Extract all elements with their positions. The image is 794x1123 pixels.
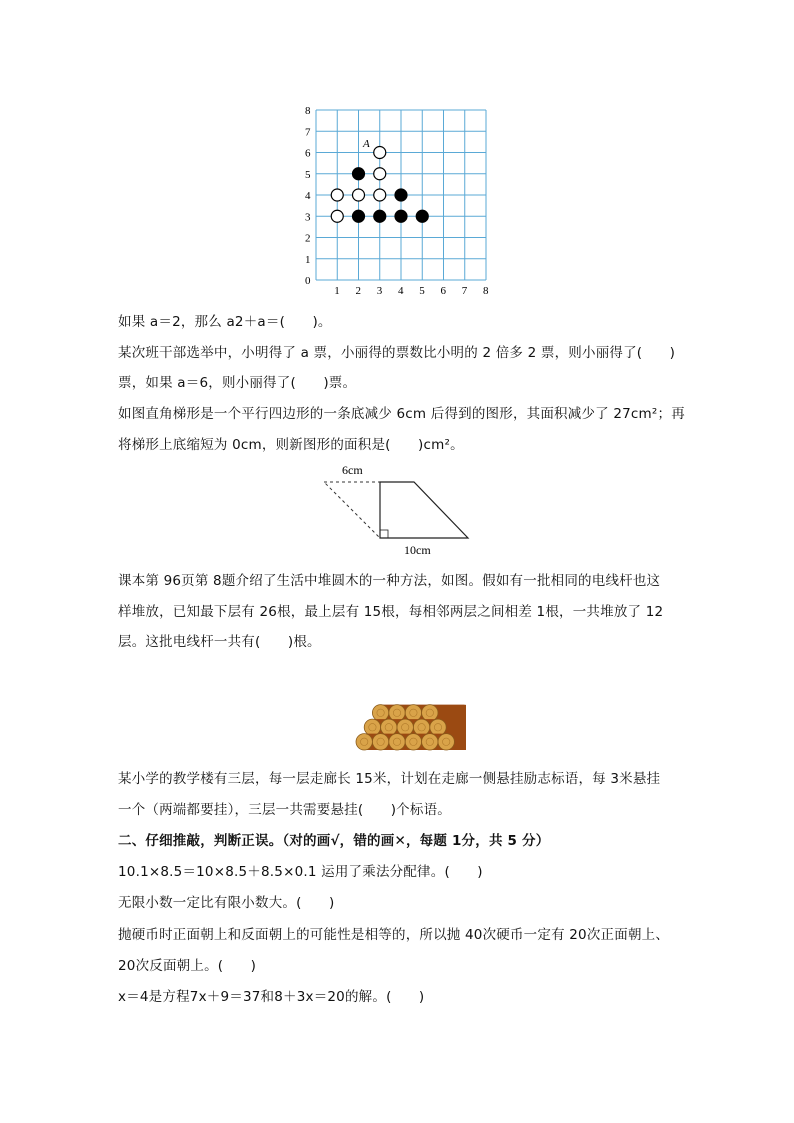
x-tick-label: 2 xyxy=(355,285,361,297)
filled-point xyxy=(395,210,407,222)
grid-y-axis-labels xyxy=(305,105,311,287)
log-end xyxy=(405,705,421,721)
question-line-5: 将梯形上底缩短为 0cm，则新图形的面积是( )cm²。 xyxy=(118,437,464,453)
section-heading-judgment: 二、仔细推敲，判断正误。（对的画√，错的画✕，每题 1分，共 5 分） xyxy=(118,833,550,849)
point-a-label: A xyxy=(363,138,370,150)
trapezoid-bottom-label: 10cm xyxy=(404,543,431,557)
x-tick-label: 8 xyxy=(483,285,489,297)
right-trapezoid-shape xyxy=(380,482,468,538)
log-end xyxy=(413,719,429,735)
question-line-9: 某小学的教学楼有三层，每一层走廊长 15米，计划在走廊一侧悬挂励志标语，每 3米悬挂 xyxy=(118,771,661,787)
x-tick-label: 5 xyxy=(419,285,425,297)
question-line-3: 票，如果 a＝6，则小丽得了( )票。 xyxy=(118,375,357,391)
y-tick-label: 7 xyxy=(305,126,311,139)
log-end xyxy=(430,719,446,735)
y-tick-label: 5 xyxy=(305,168,311,181)
log-end xyxy=(372,734,388,750)
question-line-4: 如图直角梯形是一个平行四边形的一条底减少 6cm 后得到的图形，其面积减少了 27cm²；再 xyxy=(118,406,685,422)
filled-point xyxy=(395,189,407,201)
log-end xyxy=(372,705,388,721)
log-end xyxy=(389,705,405,721)
x-tick-label: 1 xyxy=(334,285,340,297)
log-pile xyxy=(356,705,466,750)
y-tick-label: 1 xyxy=(305,253,311,266)
question-line-2: 某次班干部选举中，小明得了 a 票，小丽得的票数比小明的 2 倍多 2 票，则小丽得了( ) xyxy=(118,345,676,361)
log-end xyxy=(405,734,421,750)
y-tick-label: 0 xyxy=(305,275,311,287)
question-line-7: 样堆放，已知最下层有 26根，最上层有 15根，每相邻两层之间相差 1根，一共堆放了 12 xyxy=(118,604,664,620)
question-line-1: 如果 a＝2，那么 a2＋a＝( )。 xyxy=(118,314,332,330)
x-tick-label: 7 xyxy=(461,285,468,297)
judgment-item-3: 抛硬币时正面朝上和反面朝上的可能性是相等的，所以抛 40次硬币一定有 20次正面朝上、 xyxy=(118,927,670,943)
question-line-6: 课本第 96页第 8题介绍了生活中堆圆木的一种方法，如图。假如有一批相同的电线杆也这 xyxy=(118,573,661,589)
filled-point xyxy=(353,210,365,222)
open-point xyxy=(374,189,386,201)
log-end xyxy=(422,705,438,721)
filled-point xyxy=(374,210,386,222)
judgment-item-2: 无限小数一定比有限小数大。( ) xyxy=(118,895,335,911)
y-tick-label: 3 xyxy=(305,211,311,224)
removed-parallelogram-part xyxy=(324,482,380,538)
y-tick-label: 4 xyxy=(305,190,311,202)
log-pile-image xyxy=(326,660,466,758)
log-end xyxy=(389,734,405,750)
open-point xyxy=(374,168,386,180)
trapezoid-top-label: 6cm xyxy=(342,463,363,477)
filled-point xyxy=(416,210,428,222)
y-tick-label: 2 xyxy=(305,232,311,245)
grid-x-axis-labels xyxy=(334,285,489,297)
x-tick-label: 3 xyxy=(376,285,383,297)
trapezoid-figure xyxy=(318,460,478,560)
log-end xyxy=(422,734,438,750)
open-point xyxy=(374,147,386,159)
log-end xyxy=(356,734,372,750)
open-point xyxy=(331,189,343,201)
open-point xyxy=(331,210,343,222)
y-tick-label: 8 xyxy=(305,105,311,117)
judgment-item-3-continued: 20次反面朝上。( ) xyxy=(118,958,257,974)
question-line-10: 一个（两端都要挂），三层一共需要悬挂( )个标语。 xyxy=(118,802,451,818)
judgment-item-1: 10.1×8.5＝10×8.5＋8.5×0.1 运用了乘法分配律。( ) xyxy=(118,864,483,880)
x-tick-label: 6 xyxy=(440,285,446,297)
log-end xyxy=(364,719,380,735)
filled-point xyxy=(353,168,365,180)
right-angle-mark xyxy=(380,530,388,538)
open-point xyxy=(353,189,365,201)
y-tick-label: 6 xyxy=(305,147,311,160)
log-end xyxy=(438,734,454,750)
log-end xyxy=(397,719,413,735)
coordinate-grid-figure xyxy=(296,100,496,300)
question-line-8: 层。这批电线杆一共有( )根。 xyxy=(118,634,321,650)
log-end xyxy=(381,719,397,735)
judgment-item-4: x＝4是方程7x＋9＝37和8＋3x＝20的解。( ) xyxy=(118,989,425,1005)
x-tick-label: 4 xyxy=(398,285,404,297)
